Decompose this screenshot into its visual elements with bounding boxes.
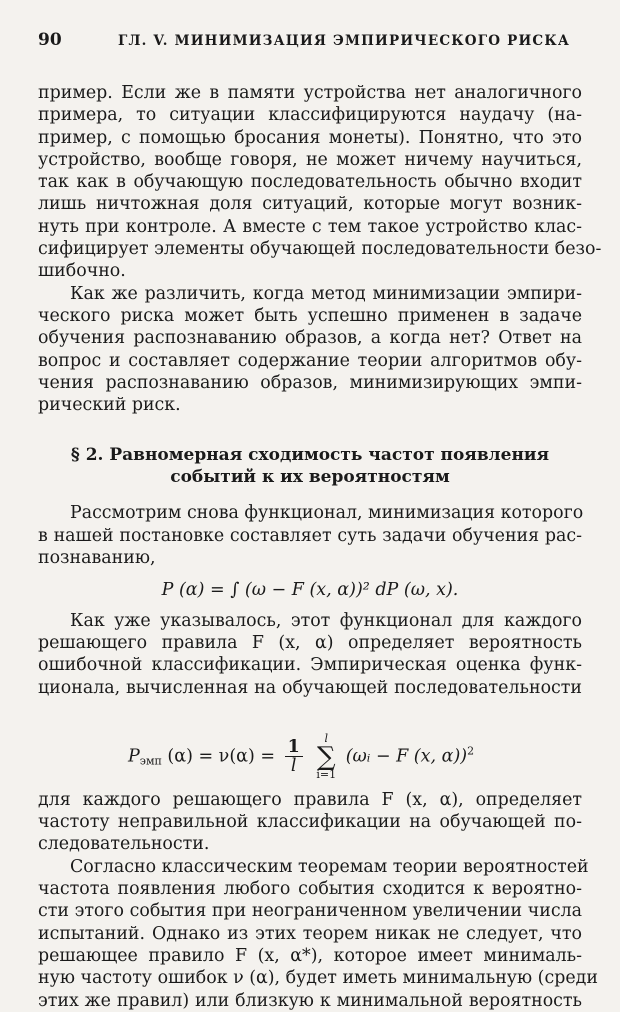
text-line: следовательности. xyxy=(38,834,210,855)
text-line: ционала, вычисленная на обучающей последовательности xyxy=(38,677,582,698)
fraction-numerator: 1 xyxy=(285,738,303,757)
running-title: ГЛ. V. МИНИМИЗАЦИЯ ЭМПИРИЧЕСКОГО РИСКА xyxy=(118,33,571,49)
text-line: пример. Если же в памяти устройства нет аналогичного xyxy=(38,83,582,103)
formula-lhs: P xyxy=(128,746,140,767)
text-line: испытаний. Однако из этих теорем никак не следует, что xyxy=(38,923,582,944)
text-line: этих же правил) или близкую к минимальной вероятность xyxy=(38,990,582,1011)
paragraph-4 xyxy=(38,610,582,699)
text-line: в нашей постановке составляет суть задачи обучения рас- xyxy=(38,525,582,546)
page-body xyxy=(38,82,602,1012)
formula-lhs-argument: (α) = ν(α) = xyxy=(167,746,276,767)
sum-sign: ∑ xyxy=(316,741,336,772)
text-line: Рассмотрим снова функционал, минимизация которого xyxy=(70,503,584,524)
text-line: рический риск. xyxy=(38,395,181,416)
text-line: лишь ничтожная доля ситуаций, которые могут возник- xyxy=(38,194,582,215)
fraction-denominator: l xyxy=(290,756,297,777)
risk-functional-formula: P (α) = ∫ (ω − F (x, α))² dP (ω, x). xyxy=(161,580,459,601)
text-line: для каждого решающего правила F (x, α), определяет xyxy=(38,789,582,810)
text-line: нуть при контроле. А вместе с тем такое устройство клас- xyxy=(38,216,582,237)
text-line: частота появления любого события сходится к вероятно- xyxy=(38,879,582,900)
empirical-risk-formula xyxy=(38,707,582,785)
section-heading-line-1: § 2. Равномерная сходимость частот появления xyxy=(70,445,550,466)
text-line: чения распознаванию образов, минимизирующих эмпи- xyxy=(38,372,582,393)
text-line: решающее правило F (x, α*), которое имеет минималь- xyxy=(38,945,582,966)
paragraph-5 xyxy=(38,789,582,856)
text-line: вопрос и составляет содержание теории алгоритмов обу- xyxy=(38,350,582,371)
text-line: частоту неправильной классификации на обучающей по- xyxy=(38,812,582,833)
text-line: устройство, вообще говоря, не может ничему научиться, xyxy=(38,149,582,170)
paragraph-3 xyxy=(38,502,582,569)
text-line: сифицирует элементы обучающей последовательности безо- xyxy=(38,239,602,260)
fraction xyxy=(285,738,303,775)
formula-lhs-subscript: эмп xyxy=(139,754,162,768)
text-line: сти этого события при неограниченном увеличении числа xyxy=(38,901,582,922)
text-line: Как же различить, когда метод минимизации эмпири- xyxy=(70,283,582,304)
sum-upper-limit: l xyxy=(324,731,328,745)
sum-lower-limit: i=1 xyxy=(316,767,337,781)
formula-rhs: (ωᵢ − F (x, α)) xyxy=(345,746,468,767)
text-line: Согласно классическим теоремам теории вероятностей xyxy=(70,856,589,877)
paragraph-6 xyxy=(38,856,598,1012)
text-line: так как в обучающую последовательность обычно входит xyxy=(38,172,582,193)
paragraph-1 xyxy=(38,82,602,283)
text-line: Как уже указывалось, этот функционал для каждого xyxy=(70,610,582,631)
section-heading-line-2: событий к их вероятностям xyxy=(170,467,450,488)
text-line: познаванию, xyxy=(38,548,156,569)
text-line: ческого риска может быть успешно применен в задаче xyxy=(38,305,582,326)
text-line: шибочно. xyxy=(38,261,126,282)
formula-rhs-exponent: 2 xyxy=(467,744,475,758)
page-header xyxy=(38,30,582,54)
text-line: пример, с помощью бросания монеты). Понятно, что это xyxy=(38,127,582,148)
text-line: решающего правила F (x, α) определяет вероятность xyxy=(38,632,582,653)
paragraph-2 xyxy=(38,283,582,417)
text-line: обучения распознаванию образов, а когда нет? Ответ на xyxy=(38,328,582,349)
text-line: примера, то ситуации классифицируются наудачу (на- xyxy=(38,105,582,126)
text-line: ную частоту ошибок ν (α), будет иметь минимальную (среди xyxy=(38,968,598,989)
summation xyxy=(316,733,336,781)
page-number: 90 xyxy=(38,30,62,50)
text-line: ошибочной классификации. Эмпирическая оценка функ- xyxy=(38,655,582,676)
section-heading xyxy=(38,444,582,488)
